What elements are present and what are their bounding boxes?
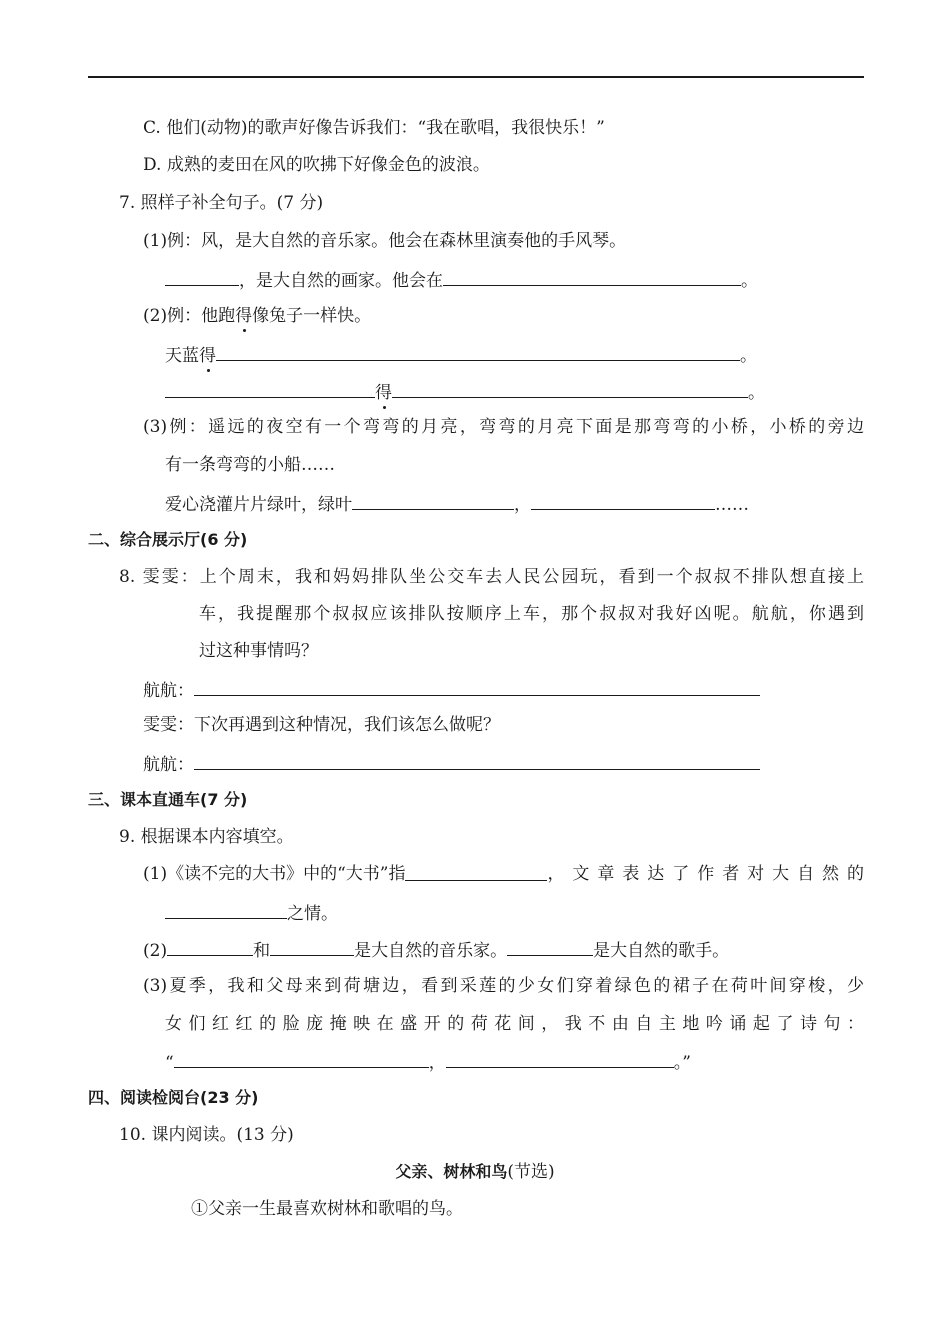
q9-part3-line1: (3)夏季，我和父母来到荷塘边，看到采莲的少女们穿着绿色的裙子在荷叶间穿梭，少 <box>143 976 864 996</box>
q9-part2: (2) 和 是大自然的音乐家。 是大自然的歌手。 <box>143 937 729 963</box>
q7-part3-answer: 爱心浇灌片片绿叶，绿叶 ， …… <box>165 491 749 517</box>
q7-part2-line1: 天蓝得 。 <box>165 342 757 368</box>
answer-blank[interactable] <box>270 937 354 956</box>
answer-blank[interactable] <box>216 342 740 361</box>
q8-hanghang-answer: 航航： <box>143 751 760 777</box>
header-rule <box>88 76 864 78</box>
answer-blank[interactable] <box>165 267 239 286</box>
section-heading: 二、综合展示厅(6 分) <box>88 530 248 549</box>
emphasis-dot-char: 得 <box>199 346 216 366</box>
q7-part1-answer: ，是大自然的画家。他会在 。 <box>165 267 758 293</box>
q9-part3-line2: 女们红红的脸庞掩映在盛开的荷花间，我不由自主地吟诵起了诗句： <box>165 1014 864 1034</box>
answer-blank[interactable] <box>167 937 253 956</box>
q8-line1: 8. 雯雯：上个周末，我和妈妈排队坐公交车去人民公园玩，看到一个叔叔不排队想直接上 <box>119 567 864 587</box>
q9-title: 9. 根据课本内容填空。 <box>119 827 294 847</box>
answer-blank[interactable] <box>443 267 741 286</box>
q7-part1-example: (1)例：风，是大自然的音乐家。他会在森林里演奏他的手风琴。 <box>143 231 627 251</box>
section-heading: 四、阅读检阅台(23 分) <box>88 1088 259 1107</box>
q7-part3-example-line1: (3)例：遥远的夜空有一个弯弯的月亮，弯弯的月亮下面是那弯弯的小桥，小桥的旁边 <box>143 417 864 437</box>
answer-blank[interactable] <box>194 751 760 770</box>
q8-wenwen-question: 雯雯：下次再遇到这种情况，我们该怎么做呢？ <box>143 715 500 735</box>
answer-blank[interactable] <box>446 1049 674 1068</box>
answer-blank[interactable] <box>174 1049 429 1068</box>
passage-title: 父亲、树林和鸟(节选) <box>395 1162 555 1182</box>
passage-paragraph-1: ①父亲一生最喜欢树林和歌唱的鸟。 <box>191 1199 463 1219</box>
q7-title: 7. 照样子补全句子。(7 分) <box>119 193 324 213</box>
q10-title: 10. 课内阅读。(13 分) <box>119 1125 294 1145</box>
answer-blank[interactable] <box>194 677 760 696</box>
answer-blank[interactable] <box>507 937 593 956</box>
answer-blank[interactable] <box>352 491 514 510</box>
answer-blank[interactable] <box>165 900 287 919</box>
q8-line2: 车，我提醒那个叔叔应该排队按顺序上车，那个叔叔对我好凶呢。航航，你遇到 <box>199 604 864 624</box>
q9-part1-line2: 之情。 <box>165 900 338 926</box>
answer-blank[interactable] <box>392 379 748 398</box>
q7-part2-example: (2)例：他跑得像兔子一样快。 <box>143 306 372 326</box>
answer-blank[interactable] <box>405 862 547 881</box>
q7-part3-example-line2: 有一条弯弯的小船…… <box>165 455 335 475</box>
emphasis-dot-char: 得 <box>375 383 392 403</box>
q6-option-c: C. 他们(动物)的歌声好像告诉我们：“我在歌唱，我很快乐！” <box>143 118 605 138</box>
q9-part1-line1: (1)《读不完的大书》中的“大书”指 ，文章表达了作者对大自然的 <box>143 864 864 884</box>
answer-blank[interactable] <box>165 379 375 398</box>
q6-option-d: D. 成熟的麦田在风的吹拂下好像金色的波浪。 <box>143 155 490 175</box>
emphasis-dot-char: 得 <box>235 306 253 326</box>
section-heading: 三、课本直通车(7 分) <box>88 790 248 809</box>
q9-part3-line3: “ ， 。” <box>165 1049 691 1075</box>
answer-blank[interactable] <box>531 491 715 510</box>
q8-hanghang-answer: 航航： <box>143 677 760 703</box>
q8-line3: 过这种事情吗？ <box>199 641 318 661</box>
q7-part2-line2: 得 。 <box>165 379 765 405</box>
